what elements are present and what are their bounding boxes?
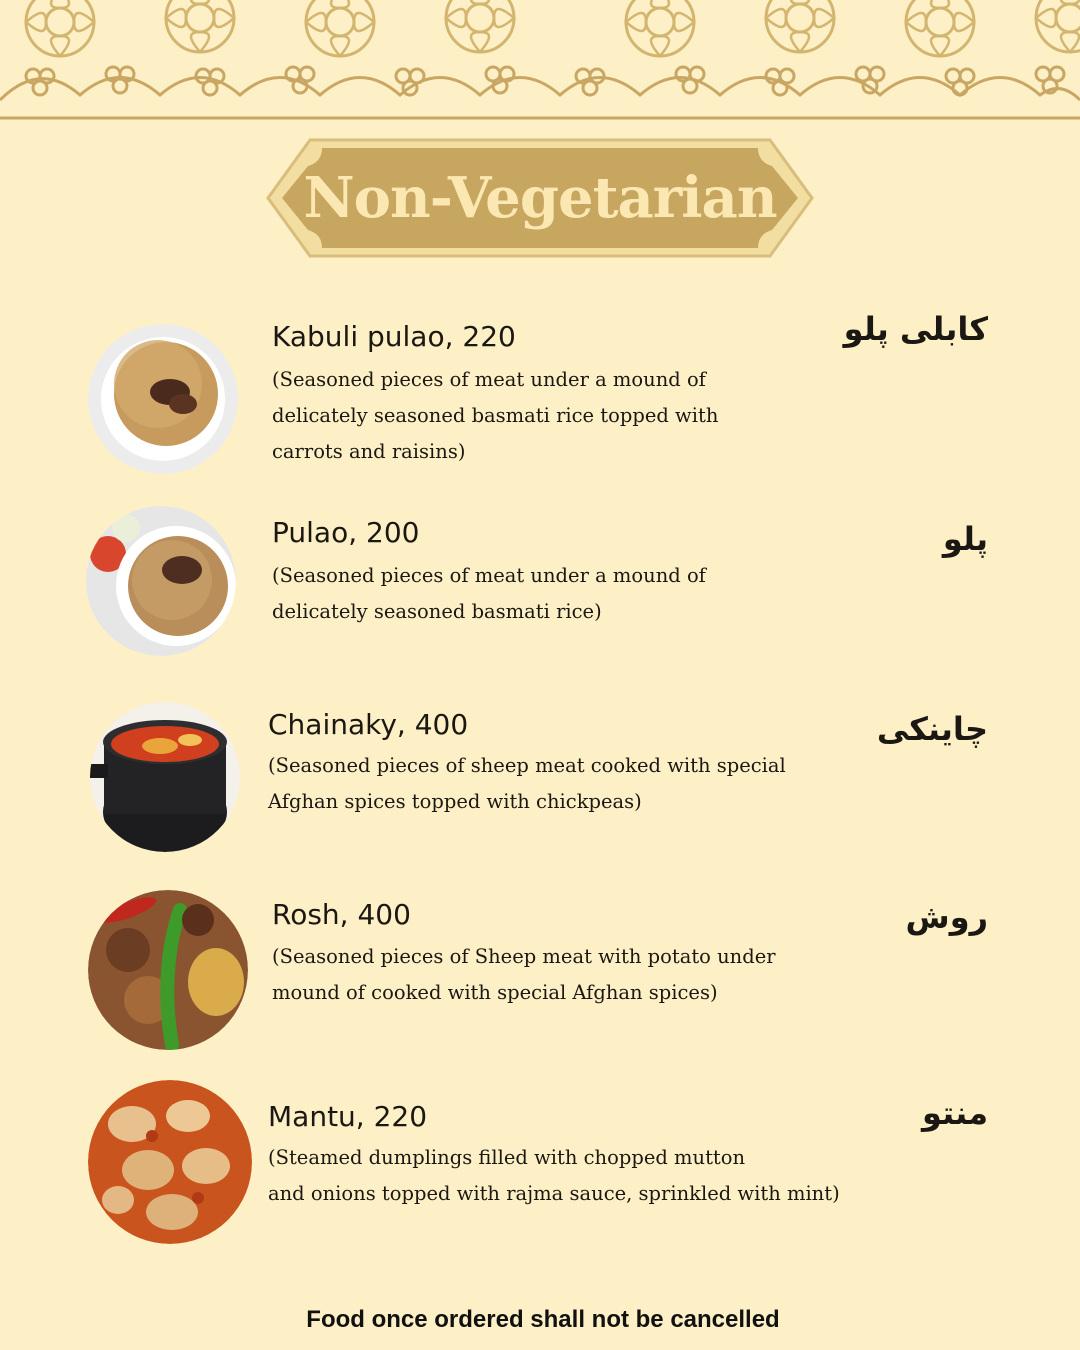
kabuli-pulao-image xyxy=(88,324,238,474)
item-description xyxy=(272,558,706,630)
description-line: carrots and raisins) xyxy=(272,440,466,463)
chainaky-image xyxy=(90,702,240,852)
item-name: Rosh, 400 xyxy=(272,898,411,931)
item-name: Pulao, 200 xyxy=(272,516,420,549)
item-description xyxy=(272,362,718,470)
pulao-image xyxy=(86,506,236,656)
item-name-urdu: کابلی پلو xyxy=(843,310,988,348)
description-line: mound of cooked with special Afghan spices) xyxy=(272,981,718,1004)
ornamental-border xyxy=(0,0,1080,130)
item-description xyxy=(272,939,776,1011)
item-name: Mantu, 220 xyxy=(268,1100,428,1133)
description-line: (Seasoned pieces of meat under a mound of xyxy=(272,368,706,391)
description-line: (Seasoned pieces of meat under a mound of xyxy=(272,564,706,587)
item-description xyxy=(268,748,786,820)
rosh-image xyxy=(88,890,248,1050)
item-name-urdu: روش xyxy=(905,898,988,936)
cancellation-note: Food once ordered shall not be cancelled xyxy=(306,1306,780,1333)
description-line: delicately seasoned basmati rice) xyxy=(272,600,602,623)
description-line: (Steamed dumplings filled with chopped mutton xyxy=(268,1146,746,1169)
description-line: Afghan spices topped with chickpeas) xyxy=(268,790,642,813)
page-title: Non-Vegetarian xyxy=(303,165,777,231)
item-name-urdu: منتو xyxy=(922,1094,988,1132)
item-name: Kabuli pulao, 220 xyxy=(272,320,516,353)
item-name: Chainaky, 400 xyxy=(268,708,469,741)
item-description xyxy=(268,1140,840,1212)
mantu-image xyxy=(88,1080,252,1244)
item-name-urdu: پلو xyxy=(942,520,988,558)
description-line: delicately seasoned basmati rice topped with xyxy=(272,404,719,427)
description-line: (Seasoned pieces of Sheep meat with potato under xyxy=(272,945,776,968)
description-line: (Seasoned pieces of sheep meat cooked with special xyxy=(268,754,786,777)
item-name-urdu: چاینکی xyxy=(876,710,988,748)
description-line: and onions topped with rajma sauce, sprinkled with mint) xyxy=(268,1182,840,1205)
